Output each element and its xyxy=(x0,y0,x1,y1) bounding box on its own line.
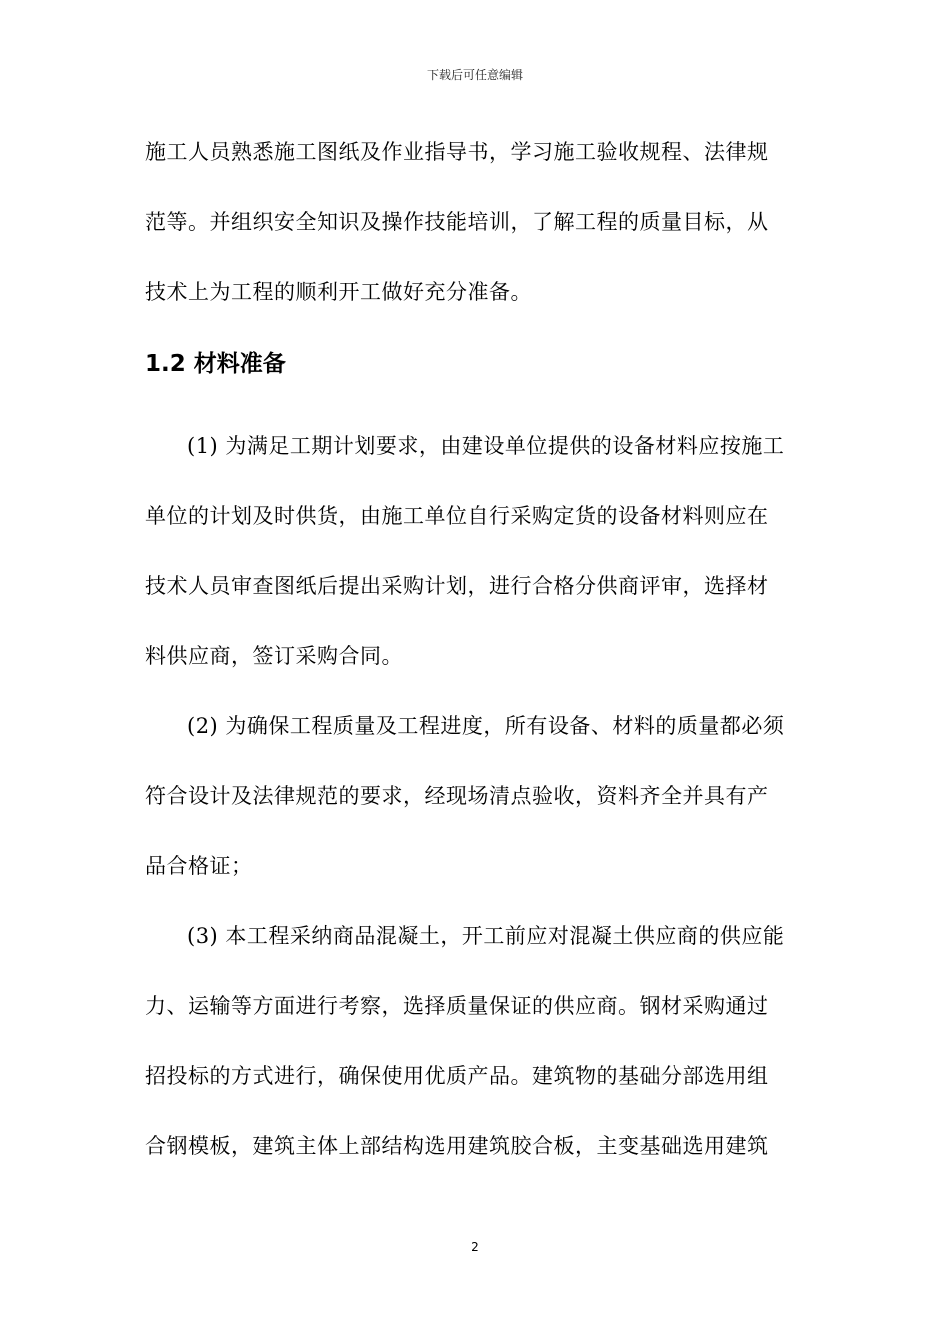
text-line: 符合设计及法律规范的要求，经现场清点验收，资料齐全并具有产 xyxy=(145,784,769,808)
text-line: 合钢模板，建筑主体上部结构选用建筑胶合板，主变基础选用建筑 xyxy=(145,1134,769,1158)
text-line: (1) 为满足工期计划要求，由建设单位提供的设备材料应按施工 xyxy=(187,434,785,458)
text-line: 品合格证； xyxy=(145,854,253,878)
text-line: (3) 本工程采纳商品混凝土，开工前应对混凝土供应商的供应能 xyxy=(187,924,785,948)
item-paragraph-2 xyxy=(145,704,810,914)
page-number: 2 xyxy=(471,1240,479,1254)
text-line: 力、运输等方面进行考察，选择质量保证的供应商。钢材采购通过 xyxy=(145,994,769,1018)
page-header: 下载后可任意编辑 xyxy=(426,68,523,82)
intro-paragraph xyxy=(145,130,810,340)
item-paragraph-1 xyxy=(145,424,810,704)
text-line: 招投标的方式进行，确保使用优质产品。建筑物的基础分部选用组 xyxy=(145,1064,769,1088)
text-line: 范等。并组织安全知识及操作技能培训，了解工程的质量目标，从 xyxy=(145,210,769,234)
section-heading: 1.2 材料准备 xyxy=(145,351,286,377)
text-line: (2) 为确保工程质量及工程进度，所有设备、材料的质量都必须 xyxy=(187,714,785,738)
text-line: 料供应商，签订采购合同。 xyxy=(145,644,403,668)
item-paragraph-3 xyxy=(145,914,810,1194)
text-line: 施工人员熟悉施工图纸及作业指导书，学习施工验收规程、法律规 xyxy=(145,140,769,164)
text-line: 技术人员审查图纸后提出采购计划，进行合格分供商评审，选择材 xyxy=(145,574,769,598)
text-line: 单位的计划及时供货，由施工单位自行采购定货的设备材料则应在 xyxy=(145,504,769,528)
text-line: 技术上为工程的顺利开工做好充分准备。 xyxy=(145,280,532,304)
document-body xyxy=(145,130,810,1194)
